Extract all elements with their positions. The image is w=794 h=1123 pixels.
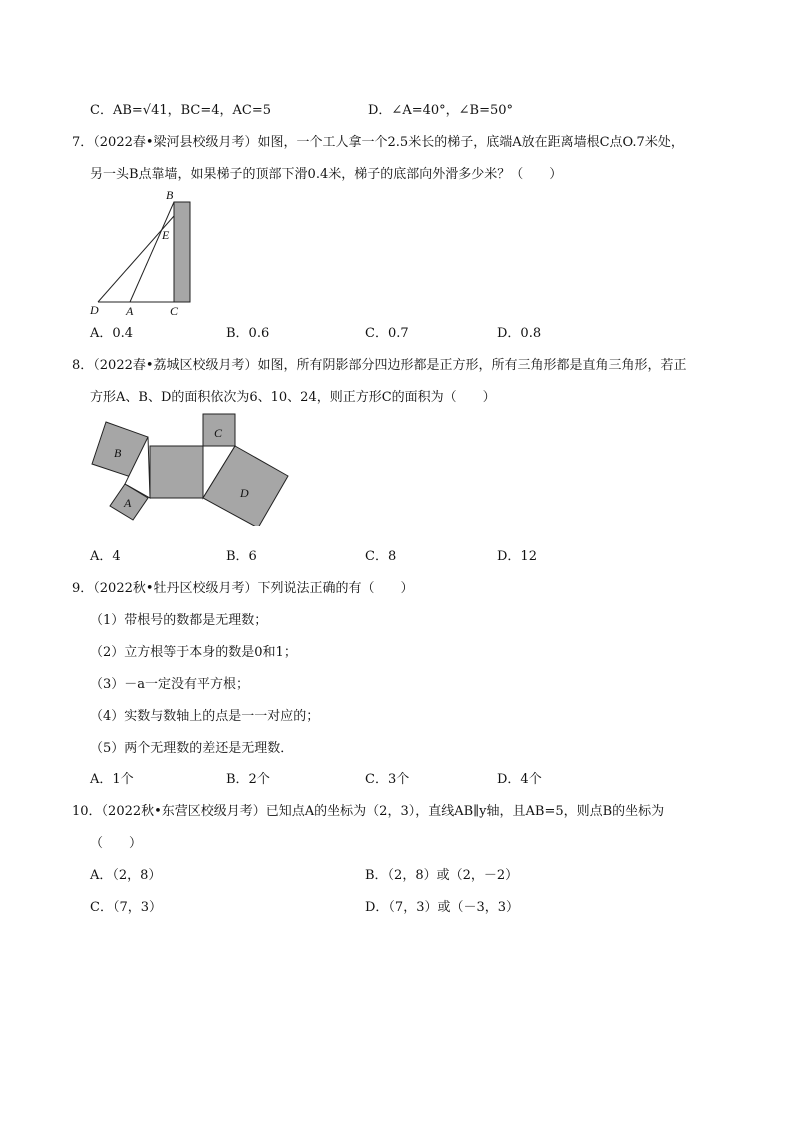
q8-stem-line2: 方形A、B、D的面积依次为6、10、24，则正方形C的面积为（ ） xyxy=(90,390,496,405)
q9-statement-2: （2）立方根等于本身的数是0和1； xyxy=(90,645,297,660)
q8-option-a: A．4 xyxy=(90,549,121,564)
q7-ladder-figure xyxy=(86,186,206,318)
q7-option-b: B．0.6 xyxy=(226,326,270,341)
q8-squares-figure xyxy=(88,412,294,526)
q9-statement-1: （1）带根号的数都是无理数； xyxy=(90,613,268,628)
q8-option-d: D．12 xyxy=(497,549,537,564)
q10-option-c: C．（7，3） xyxy=(90,900,162,915)
q8-stem-line1: 8．（2022春•荔城区校级月考）如图，所有阴影部分四边形都是正方形，所有三角形都是直角三角形，若正 xyxy=(72,358,687,373)
q9-statement-4: （4）实数与数轴上的点是一一对应的； xyxy=(90,709,320,724)
q8-option-b: B．6 xyxy=(226,549,257,564)
label-e: E xyxy=(162,228,170,242)
q7-option-d: D．0.8 xyxy=(497,326,542,341)
label-d: D xyxy=(90,303,99,317)
q7-option-c: C．0.7 xyxy=(365,326,409,341)
q9-statement-3: （3）－a一定没有平方根； xyxy=(90,677,250,692)
q10-stem-line1: 10．（2022秋•东营区校级月考）已知点A的坐标为（2，3），直线AB∥y轴，且AB=5，则点B的坐标为 xyxy=(72,804,665,819)
q9-option-b: B．2个 xyxy=(226,772,270,787)
q10-option-d: D．（7，3）或（－3，3） xyxy=(365,900,520,915)
label-c: C xyxy=(170,304,179,318)
q10-stem-line2: （ ） xyxy=(90,836,143,851)
label-a: A xyxy=(124,496,132,510)
label-a: A xyxy=(126,304,134,318)
q9-stem: 9．（2022秋•牡丹区校级月考）下列说法正确的有（ ） xyxy=(72,581,414,596)
label-d: D xyxy=(240,486,249,500)
ladder-original xyxy=(130,202,174,302)
q6-option-d: D．∠A=40°，∠B=50° xyxy=(368,103,514,118)
q7-option-a: A．0.4 xyxy=(90,326,134,341)
q9-option-d: D．4个 xyxy=(497,772,542,787)
q9-option-a: A．1个 xyxy=(90,772,134,787)
q7-stem-line1: 7．（2022春•梁河县校级月考）如图，一个工人拿一个2.5米长的梯子，底端A放在距离墙根C点O.7米处， xyxy=(72,135,684,150)
q9-option-c: C．3个 xyxy=(365,772,410,787)
q10-option-b: B．（2，8）或（2，－2） xyxy=(365,868,519,883)
q8-option-c: C．8 xyxy=(365,549,397,564)
label-c: C xyxy=(214,426,223,440)
label-b: B xyxy=(114,446,122,460)
q6-option-c: C．AB=√41，BC=4，AC=5 xyxy=(90,103,272,118)
wall xyxy=(174,202,190,302)
q10-option-a: A．（2，8） xyxy=(90,868,162,883)
label-b: B xyxy=(166,188,174,202)
q9-statement-5: （5）两个无理数的差还是无理数． xyxy=(90,741,294,756)
q7-stem-line2: 另一头B点靠墙，如果梯子的顶部下滑0.4米，梯子的底部向外滑多少米？（ ） xyxy=(90,167,563,182)
square-center xyxy=(150,446,203,498)
